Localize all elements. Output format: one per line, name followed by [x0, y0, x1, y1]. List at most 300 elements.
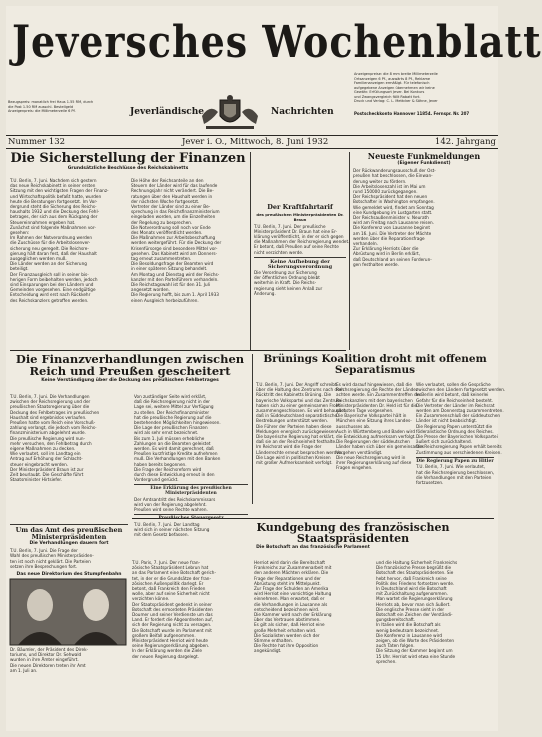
subhead: Grundsätzliche Beschlüsse des Reichskabinetts — [67, 166, 189, 172]
article-koalition — [256, 353, 506, 512]
text-line: Die Kammer wird nach der Erklärung — [254, 612, 332, 618]
text-line: Im Rahmen der Notverordnung werden — [10, 235, 92, 241]
text-line: Auch in Württemberg und Baden wird — [336, 428, 415, 434]
text-line: finanzministerium abgelehnt wurde. — [10, 430, 86, 436]
divider — [10, 524, 128, 525]
text-line: ihrer Regierungserklärung auf diese — [336, 460, 412, 466]
text-line: Wie gemeldet wird, findet am Sonntag — [353, 204, 434, 210]
text-line: Der Reichspräsident hat den neuen — [353, 194, 428, 200]
portrait-photo — [10, 579, 126, 645]
info-line: und Zwangsvergleich fällt Rabatt fort. — [354, 94, 421, 99]
subhead: Keine Verständigung über die Deckung des preußischen Fehlbetrages — [41, 378, 219, 384]
text-line: werden weitergeführt. Für die Deckung der — [131, 240, 222, 246]
text-line: herigen Form beibehalten werden, jedoch — [10, 276, 98, 282]
text-line: nächsten Tage vorgesehen. — [336, 408, 394, 414]
text-line: über das Vertrauen abstimmen. — [254, 617, 321, 623]
info-line: Anzeigenpreis: die Millimeterzeile 6 Pf. — [8, 109, 76, 113]
text-line: der öffentlichen Ordnung bleibt — [254, 275, 320, 281]
text-line: ratungen über den Haushalt werden in — [131, 193, 213, 199]
headline: Neueste Funkmeldungen — [367, 151, 481, 161]
text-line: Die Frage der Reichsreform wird — [134, 466, 202, 472]
text-line: Die Regierungen der süddeutschen — [336, 439, 410, 445]
text-line: Die Bayerische Volkspartei hält in — [336, 413, 407, 419]
text-line: föderalistische Ordnung des Reiches. — [416, 428, 494, 434]
masthead-subtitle-right: Nachrichten — [271, 107, 334, 117]
box-title: Eine Erklärung des preußischen Ministerpräsidenten — [150, 486, 232, 497]
text-line: wird sich in seiner nächsten Sitzung — [134, 527, 210, 532]
text-line: Länder haben sich über ein gemeinsames — [336, 444, 424, 450]
text-line: Man wartet die Regierungserklärung — [376, 596, 453, 602]
text-line: Die Lage wird in politischen Kreisen — [256, 454, 331, 460]
text-line: werden über die Reparationsfrage — [353, 235, 425, 241]
text-line: Meldungen energisch zurückgewiesen. — [256, 428, 338, 434]
newspaper-page — [6, 6, 542, 731]
text-line: wird Herriot eine vorsichtige Haltung — [254, 591, 332, 597]
text-line: seine Regierungserklärung abgeben. — [132, 643, 210, 649]
dateline-bar — [6, 135, 498, 149]
text-line: des Monats veröffentlicht werden. — [131, 230, 203, 236]
text-line: 15 Uhr. Herriot wird etwa eine Stunde — [376, 653, 456, 659]
text-line: und Wirtschaftspolitik befaßt hatte, wurden — [10, 193, 102, 199]
article-kundgebung — [132, 522, 494, 727]
subhead: des preußischen Ministerpräsidenten Dr. Braun — [256, 211, 344, 222]
text-line: Die bayerische Regierung hat erklärt, — [256, 434, 335, 440]
text-line: den anderen Mächten erklären. Die — [254, 570, 329, 576]
text-line: wird als sehr ernst bezeichnet. — [134, 430, 199, 436]
text-line: großem Beifall aufgenommen. — [132, 632, 196, 638]
text-line: Die Rechte hat ihre Opposition — [254, 643, 319, 649]
text-line: Vordergrund gerückt. — [134, 477, 179, 483]
text-line: Steuern der Länder wird für das laufende — [131, 183, 218, 189]
text-line: T.U. Berlin, 7. Juni. Die Verhandlungen — [10, 394, 90, 399]
section-rule — [132, 518, 494, 519]
article-finanzen — [10, 152, 246, 348]
text-line: zu stellen. Der Reichsfinanzminister — [134, 409, 210, 415]
text-line: Botschaft des Staatspräsidenten. Sie — [376, 570, 454, 576]
text-line: Dr. Bäumler, der Präsident des Direk- — [10, 647, 89, 653]
text-line: Die Notverordnung soll noch vor Ende — [131, 224, 211, 230]
text-line: einen Ausgleich herbeizuführen. — [131, 297, 199, 303]
text-line: Zeit beurlaubt. Die Geschäfte führt — [10, 472, 84, 478]
info-line: Druck und Verlag: C. L. Mettcker & Söhne, Jever — [354, 99, 438, 103]
text-line: die Zuschüsse für die Arbeitslosenver- — [10, 240, 91, 246]
column — [376, 560, 494, 664]
text-line: Abrüstung steht im Mittelpunkt. — [254, 580, 321, 586]
text-line: Wie verlautet, soll im Landtag ein — [10, 451, 81, 457]
text-line: Deckung des Fehlbetrages im preußischen — [10, 409, 100, 415]
subhead: Die Verhandlungen dauern fort — [29, 541, 109, 547]
text-line: gen festhalten werde. — [353, 261, 399, 267]
text-line: wird von der Regierung abgelehnt. — [134, 501, 207, 507]
text-line: werden am Donnerstag zusammentreten. — [416, 408, 504, 414]
column — [353, 168, 495, 267]
text-line: Der Amtsantritt des Reichskommissars — [134, 496, 216, 502]
text-line: angesetzt worden. — [131, 287, 170, 293]
text-line: wenig bedeutsam bezeichnet. — [376, 627, 440, 633]
volume-year: 142. Jahrgang — [434, 137, 496, 147]
text-line: daß in Süddeutschland separatistische — [256, 413, 338, 419]
text-line: Die Besoldungsfrage der Beamten wird — [131, 261, 214, 267]
info-line: Bezugspreis: monatlich frei Haus 1.55 RM, durch — [8, 100, 94, 104]
text-line: In Berlin wird betont, daß keinerlei — [416, 392, 489, 398]
text-line: einnehmen. Man erwartet, daß er — [254, 596, 325, 602]
text-line: Gemeinden vorgesehen. Eine endgültige — [10, 287, 96, 293]
column — [134, 394, 248, 537]
text-line: Preußen kurzfristige Kredite aufnehmen — [134, 451, 218, 457]
text-line: T.U. Berlin, 7. Juni. Der preußische — [254, 223, 326, 229]
text-line: T.U. Paris, 7. Juni. Der neue fran- — [132, 560, 201, 565]
text-line: zeigen, ob die Worte des Präsidenten — [376, 638, 455, 644]
headline: Die Finanzverhandlungen zwischen Reich und Preußen gescheitert — [15, 352, 245, 378]
text-line: preußischen Staatsregierung über die — [10, 404, 90, 410]
text-line: Ein Zusammenschluß der süddeutschen — [416, 413, 501, 419]
text-line: Es gilt als sicher, daß Herriot eine — [254, 622, 325, 628]
text-line: hat die Reichsregierung beschlossen, — [416, 469, 495, 475]
text-line: Lage sei, weitere Mittel zur Verfügung — [134, 404, 214, 410]
text-line: Zustimmung aus verschiedenen Kreisen. — [416, 449, 502, 455]
text-line: auch Taten folgen. — [376, 643, 415, 649]
article-amt — [10, 522, 128, 727]
text-line: Reichskanzlers mit dem bayerischen — [336, 397, 413, 403]
text-line: mehr versuchen, den Fehlbetrag durch — [10, 440, 92, 446]
column — [254, 560, 370, 654]
text-line: eigene Maßnahmen zu decken. — [10, 446, 76, 452]
text-line: tag erneut zusammentreten. — [131, 256, 192, 262]
text-line: Wie verlautet, sollen die Gespräche — [416, 382, 491, 387]
text-line: Steuereinnahmen ergeben hat. — [10, 219, 76, 225]
text-line: am 1. Juli an. — [10, 667, 38, 673]
text-line: gierung hält daran fest, daß der Haushalt — [10, 250, 97, 256]
text-line: mit Zurückhaltung aufgenommen. — [376, 591, 449, 597]
headline: Kundgebung des französischen Staatspräsidenten — [256, 521, 450, 546]
text-line: Die französische Presse begrüßt die — [376, 565, 452, 571]
text-line: an das Parlament eine Botschaft gerich- — [132, 570, 216, 576]
text-line: Bis zum 1. Juli müssen erhebliche — [134, 435, 205, 441]
text-line: heute die Beratungen fortgesetzt. Im Vor- — [10, 198, 98, 204]
text-line: toriums, und Direktor Dr. Sehwald — [10, 652, 82, 658]
text-line: mit großer Aufmerksamkeit verfolgt. — [256, 460, 333, 466]
text-line: Rücktritt des Kabinetts Brüning. Die — [256, 392, 332, 398]
text-line: daß die Reichsregierung nicht in der — [134, 399, 210, 405]
text-line: die Entwicklung aufmerksam verfolgt. — [336, 434, 416, 440]
text-line: über die Haltung des Zentrums nach dem — [256, 387, 344, 393]
text-line: Die Maßnahmen zur Arbeitsbeschaffung — [131, 235, 216, 241]
column — [10, 178, 124, 303]
text-line: Staatsminister Hirtsiefer. — [10, 477, 63, 483]
headline: Der Kraftfahrtarif — [267, 203, 333, 211]
photo-caption-title: Das neue Direktorium des Stumpfenbahn — [16, 572, 122, 578]
text-line: Die Lage der preußischen Finanzen — [134, 425, 208, 431]
text-line: gesehen: — [10, 230, 30, 236]
text-line: bayerische Volkspartei und das Zentrum — [256, 397, 341, 403]
text-line: T.U. Berlin, 7. Juni. Der Landtag — [134, 521, 200, 527]
text-line: Zunächst sind folgende Maßnahmen vor- — [10, 224, 96, 230]
text-line: in einer späteren Sitzung behandelt. — [131, 266, 208, 272]
info-line: Anzeigenpreise: die 8 mm breite Millimeterzeile — [354, 72, 438, 76]
text-line: mit dem Gesetz befassen. — [134, 532, 189, 538]
text-line: hebt hervor, daß Frankreich seine — [376, 575, 447, 581]
text-line: Die preußische Regierung wird nun- — [10, 435, 86, 441]
text-line: Die Regierung hofft, bis zum 1. April 1933 — [131, 292, 219, 298]
text-line: der nächsten Woche fortgesetzt. — [131, 198, 200, 204]
text-line: kanzler mit den Parteiführern verhandeln. — [131, 276, 219, 282]
text-line: In Italien wird die Botschaft als — [376, 622, 441, 628]
text-line: Die Reichstagswahl ist für den 31. Juli — [131, 282, 211, 288]
text-line: Der Staatspräsident gedenkt in seiner — [132, 601, 212, 607]
text-line: Die Konferenz von Lausanne beginnt — [353, 225, 431, 231]
text-line: Änderung. — [254, 290, 276, 296]
text-line: Preußen hatte vom Reich eine Vorschuß- — [10, 420, 96, 426]
text-line: tet, in der er die Grundsätze der fran- — [132, 575, 211, 581]
column-rule — [252, 354, 253, 504]
text-line: Der Ministerpräsident Braun ist zur — [10, 466, 84, 472]
issue-number: Nummer 132 — [8, 137, 66, 147]
text-line: äußert sich zurückhaltend. — [416, 439, 472, 445]
text-line: T.U. Berlin, 7. Juni. Die Frage der — [10, 548, 78, 554]
info-line: aufgegebene Anzeigen übernehmen wir keine — [354, 85, 435, 90]
text-line: Fragen eingehen. — [336, 465, 373, 471]
article-kraftfahrer — [254, 152, 350, 348]
text-line: Im Reichsrat wird die Frage der — [256, 444, 322, 450]
masthead-title: Jeversches Wochenblatt — [12, 15, 542, 68]
text-line: Vertreter der Länder sind zu einer Be- — [131, 204, 211, 210]
text-line: Haushalt sind ergebnislos verlaufen. — [10, 414, 87, 420]
text-line: des Reichskanzlers getroffen werden. — [10, 297, 89, 303]
text-line: haben bereits begonnen. — [134, 461, 187, 467]
column — [132, 560, 248, 659]
text-line: große Mehrheit erhalten wird. — [254, 627, 317, 633]
text-line: Zahlungen an die Beamten geleistet — [134, 440, 211, 446]
headline: Brünings Koalition droht mit offenem Separatismus — [263, 353, 487, 376]
masthead-left-info — [8, 100, 118, 114]
text-line: In Deutschland wird die Botschaft — [376, 586, 447, 592]
text-line: Reichsregierung die Rechte der Länder — [336, 387, 418, 393]
info-line: die Post 1.50 RM ausschl. Bestellgeld — [8, 104, 74, 109]
text-line: Die Regierung Papen unterstützt die — [416, 423, 493, 429]
text-line: Gefahr für die Reichseinheit besteht. — [416, 397, 494, 403]
text-line: die Verhandlungen mit den Parteien — [416, 474, 492, 480]
text-line: Land. Er fordert die Abgeordneten auf, — [132, 617, 213, 623]
text-line: die Maßnahmen der Reichsregierung wendet. — [254, 239, 350, 245]
column-rule — [349, 152, 350, 350]
text-line: T.U. Berlin, 7. Juni. Nachdem sich gestern — [10, 178, 97, 183]
text-line: achten werde. Ein Zusammentreffen des — [336, 392, 422, 398]
box-title: Preußisches Steuergesetz — [158, 516, 224, 522]
text-line: Die neue Reichsregierung wird in — [336, 454, 406, 460]
text-line: Botschaft ein Zeichen der Verständi- — [376, 612, 453, 618]
text-line: wird am Freitag nach Lausanne reisen. — [353, 220, 435, 226]
text-line: die Verhandlungen in Lausanne als — [254, 601, 328, 607]
text-line: München eine Sitzung ihres Landes- — [336, 418, 412, 424]
text-line: betrages, der sich aus dem Rückgang der — [10, 214, 98, 220]
column — [256, 382, 347, 466]
text-line: Die Arbeitslosenzahl ist im Mai um — [353, 183, 426, 189]
text-line: Ministerpräsidenten Dr. Held ist für die — [336, 402, 418, 408]
box-title: Keine Aufhebung der Sicherungsverordnung — [267, 258, 333, 270]
text-line: entscheidend bezeichnen wird. — [254, 606, 320, 612]
text-line: beteiligt. — [10, 266, 29, 272]
column — [254, 270, 346, 296]
text-line: Zur Frage der Schulden an Amerika — [254, 586, 329, 592]
text-line: Der Rückwanderungsausschuß der Ost- — [353, 168, 436, 174]
text-line: Der Finanzausgleich soll in seiner bis- — [10, 271, 89, 277]
text-line: Die Höhe der Reichsanteile an den — [131, 178, 204, 183]
column — [254, 223, 350, 255]
text-line: Zur Erklärung Herriots über die — [353, 246, 419, 252]
subhead: Die Botschaft an das französische Parlament — [256, 545, 370, 551]
column — [10, 647, 128, 673]
text-line: haushalts 1932 und die Deckung des Fehl- — [10, 209, 100, 215]
text-line: Die Presse der Bayerischen Volkspartei — [416, 434, 498, 440]
text-line: sicherung neu geregelt. Die Reichsre- — [10, 245, 89, 251]
divider — [254, 257, 346, 258]
portrait-image — [10, 579, 126, 645]
text-line: hat die preußische Regierung auf die — [134, 414, 212, 420]
column — [10, 548, 128, 569]
text-line: Die Länder werden an der Sicherung — [10, 261, 87, 267]
text-line: fortzusetzen. — [416, 480, 444, 486]
text-line: der neuen Regierung dargelegt. — [132, 653, 199, 659]
text-line: verhandeln. — [353, 241, 378, 246]
coat-of-arms-icon — [196, 94, 264, 132]
masthead-account-line: Postscheckkonto Hannover 11854. Fernspr. Nr. 207 — [354, 111, 470, 116]
text-line: Die Führer der Parteien haben diese — [256, 423, 332, 429]
text-line: Abrüstung wird in Berlin erklärt, — [353, 251, 421, 257]
info-line: Ortsanzeigen 6 Pf., auswärts 8 Pf., Reklame — [354, 76, 431, 81]
text-line: zahlung verlangt, die jedoch vom Reichs- — [10, 425, 97, 431]
text-line: daß sie an der Reichseinheit festhalte. — [256, 439, 337, 445]
text-line: ausschusses ab. — [336, 423, 371, 429]
text-line: zösische Staatspräsident Lebrun hat — [132, 565, 209, 571]
column — [10, 394, 124, 482]
article-funkmeldungen — [353, 152, 495, 372]
text-line: Die Sitzung der Kammer beginnt um — [376, 648, 453, 654]
text-line: Es wird darauf hingewiesen, daß die — [336, 382, 412, 387]
box-title: Die Regierung Papen zu Hitler — [416, 458, 494, 464]
text-line: wurden in ihre Ämter eingeführt. — [10, 657, 79, 663]
text-line: Der Reichsaußenminister v. Neurath — [353, 214, 429, 220]
text-line: rund 150000 zurückgegangen. — [353, 188, 418, 194]
text-line: nicht verzichten werde. — [254, 249, 304, 255]
text-line: klärung veröffentlicht, in der er sich gegen — [254, 234, 344, 240]
text-line: zösischen Außenpolitik darlegt. Er — [132, 580, 204, 586]
text-line: Ministerpräsident Herriot wird heute — [132, 638, 208, 644]
text-line: durch diese Entwicklung erneut in den — [134, 472, 215, 478]
text-line: das neue Reichskabinett in seiner ersten — [10, 183, 96, 189]
text-line: Doumer und seiner Verdienste um das — [132, 612, 213, 618]
text-line: Er betont, daß Preußen auf seine Rechte — [254, 244, 339, 250]
text-line: Herriots ab, bevor man sich äußert. — [376, 601, 451, 607]
text-line: gesehen. Das Kabinett wird am Donners- — [131, 250, 218, 256]
column — [416, 382, 506, 486]
text-line: Sitzung mit den wichtigsten Fragen der Finanz- — [10, 188, 109, 194]
text-line: Wahl des preußischen Ministerpräsiden- — [10, 553, 94, 559]
text-line: der Regelung zu besprechen. — [131, 219, 193, 225]
text-line: steuer eingebracht werden. — [10, 461, 69, 467]
divider — [416, 457, 494, 458]
text-line: angekündigt. — [254, 648, 282, 654]
text-line: Botschafter in Washington empfangen. — [353, 199, 435, 205]
text-line: betont, daß Frankreich den Frieden — [132, 586, 206, 592]
text-line: am 16. Juni. Die Vertreter der Mächte — [353, 230, 432, 236]
text-line: Politik des Friedens fortsetzen werde. — [376, 580, 455, 586]
text-line: zwischen den Ländern fortgesetzt werden. — [416, 387, 506, 393]
text-line: Die neuen Direktoren treten ihr Amt — [10, 662, 86, 668]
text-line: sprechen. — [376, 658, 397, 664]
text-line: Die englische Presse sieht in der — [376, 606, 445, 612]
text-line: Die Sozialisten werden sich der — [254, 632, 320, 638]
text-line: Länder ist nicht beabsichtigt. — [416, 418, 478, 424]
text-line: sind Einsparungen bei den Ländern und — [10, 282, 94, 288]
text-line: ausgeglichen werden muß. — [10, 256, 67, 262]
text-line: Rechnungsjahr nicht verändert. Die Be- — [131, 188, 214, 194]
text-line: gungsbereitschaft. — [376, 617, 416, 623]
text-line: daß Deutschland an seinen Forderun- — [353, 256, 432, 262]
headline: Um das Amt des preußischen Ministerpräsidenten — [15, 526, 123, 541]
text-line: und die Haltung Sicherheit Frankreichs — [376, 560, 458, 565]
text-line: Entscheidung wird erst nach Rückkehr — [10, 292, 91, 298]
text-line: Preußen wird seine Rechte wahren. — [134, 507, 208, 513]
text-line: dergrund steht die Sicherung des Reichs- — [10, 204, 97, 210]
text-line: Länderrechte erneut besprochen werden. — [256, 449, 343, 455]
text-line: T.U. Berlin, 7. Juni. Der Angriff schreibt — [256, 382, 337, 387]
masthead-right-info — [354, 72, 496, 104]
text-line: sprechung in das Reichsfinanzministerium — [131, 209, 220, 215]
text-line: Antrag auf Erhöhung der Schlacht- — [10, 456, 83, 462]
text-line: Frankreichs zur Zusammenarbeit mit — [254, 565, 332, 571]
text-line: bestehenden Möglichkeiten hingewiesen. — [134, 420, 221, 426]
text-line: verzichten könne. — [132, 596, 170, 602]
text-line: Frage der Reparationen und der — [254, 575, 321, 581]
column-rule — [250, 152, 251, 350]
text-line: T.U. Berlin, 7. Juni. Wie verlautet, — [416, 464, 486, 470]
masthead-subtitle-left: Jeverländische — [130, 107, 205, 117]
column — [131, 178, 245, 303]
text-line: Von zuständiger Seite wird erklärt, — [134, 394, 207, 399]
text-line: werden. Es wird damit gerechnet, daß — [134, 446, 214, 452]
text-line: Bestrebungen unterstützt werden. — [256, 418, 329, 424]
text-line: Vorgehen verständigt. — [336, 449, 383, 455]
text-line: Am Montag und Dienstag wird der Reichs- — [131, 271, 220, 277]
text-line: wolle, aber auf seine Sicherheit nicht — [132, 591, 210, 597]
text-line: muß. Die Verhandlungen mit den Banken — [134, 456, 221, 462]
text-line: ten ist noch nicht geklärt. Die Parteien — [10, 558, 91, 564]
headline: Die Sicherstellung der Finanzen — [10, 151, 246, 166]
text-line: Herriot wird darin die Bereitschaft — [254, 560, 326, 565]
text-line: zwischen der Reichsregierung und der — [10, 399, 91, 405]
text-line: Ministerpräsident Dr. Braun hat eine Er- — [254, 228, 337, 234]
info-line: Familienanzeigen ermäßigt. Für telefonisch — [354, 81, 430, 85]
text-line: Stimme enthalten. — [254, 638, 293, 644]
text-line: haben sich zu einer gemeinsamen Front — [256, 402, 340, 408]
text-line: regierung sieht keinen Anlaß zur — [254, 285, 323, 291]
text-line: eingeladen worden, um die Einzelheiten — [131, 214, 216, 220]
text-line: Die Konferenz in Lausanne wird — [376, 632, 443, 638]
text-line: Botschaft des ermordeten Präsidenten — [132, 606, 213, 612]
text-line: weiterhin in Kraft. Die Reichs- — [254, 280, 317, 286]
text-line: preußen hat beschlossen, die Einwan- — [353, 173, 433, 179]
place-date: Jever i. O., Mittwoch, 8. Juni 1932 — [182, 137, 329, 147]
text-line: zusammengeschlossen. Es wird behauptet, — [256, 408, 347, 414]
text-line: Die Vertreter der Länder im Reichsrat — [416, 402, 495, 408]
text-line: Die Verordnung zur Sicherung — [254, 270, 317, 276]
text-line: setzen ihre Besprechungen fort. — [10, 563, 78, 569]
text-line: sich der Regierung nicht zu versagen. — [132, 622, 212, 628]
text-line: eine Kundgebung im Lustgarten statt. — [353, 209, 433, 215]
text-line: Die Reichsregierung Papen erhält bereits — [416, 444, 502, 450]
text-line: In der Erklärung werden die Ziele — [132, 648, 202, 654]
text-line: derung weiter zu fördern. — [353, 178, 407, 184]
